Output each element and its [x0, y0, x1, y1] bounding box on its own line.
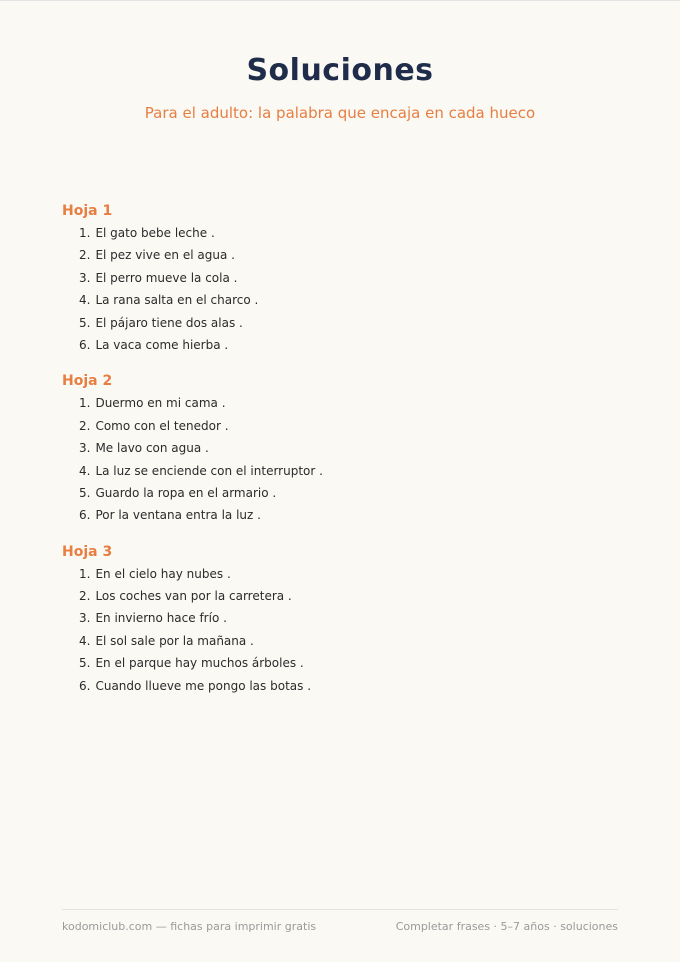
answer-number: 5.: [79, 315, 91, 330]
answer-number: 1.: [79, 396, 91, 411]
answer-text: El pez vive en el agua .: [95, 248, 235, 263]
answer-item: [79, 630, 622, 652]
section-title: Hoja 3: [62, 543, 113, 560]
section-hoja-3: [62, 542, 622, 697]
page-title: Soluciones: [246, 53, 434, 88]
answer-item: [79, 437, 622, 459]
answer-item: [79, 585, 622, 607]
answer-number: 3.: [79, 441, 91, 456]
answer-number: 2.: [79, 248, 91, 263]
answer-number: 4.: [79, 463, 91, 478]
answer-number: 1.: [79, 226, 91, 240]
answer-number: 5.: [79, 656, 91, 671]
section-title: Hoja 2: [62, 373, 113, 390]
answer-text: En invierno hace frío .: [95, 611, 227, 626]
section-hoja-1: [62, 201, 622, 356]
answer-item: [79, 244, 622, 266]
answer-list: [62, 392, 622, 526]
answer-number: 6.: [79, 337, 91, 352]
answer-number: 4.: [79, 293, 91, 308]
section-hoja-2: [62, 371, 622, 526]
answer-item: [79, 652, 622, 674]
answer-text: Guardo la ropa en el armario .: [95, 485, 277, 500]
answer-number: 6.: [79, 678, 91, 693]
answer-item: [79, 267, 622, 289]
solutions-list: [62, 201, 622, 712]
answer-text: Por la ventana entra la luz .: [95, 508, 261, 523]
footer-page-info: Completar frases · 5–7 años · soluciones: [395, 920, 618, 933]
answer-item: [79, 289, 622, 311]
answer-text: Me lavo con agua .: [95, 441, 209, 456]
answer-item: [79, 563, 622, 585]
answer-item: [79, 504, 622, 526]
answer-text: Duermo en mi cama .: [95, 396, 226, 411]
answer-list: [62, 563, 622, 697]
answer-text: Los coches van por la carretera .: [95, 589, 292, 604]
answer-text: El pájaro tiene dos alas .: [95, 315, 243, 330]
footer-divider: [62, 909, 618, 910]
answer-item: [79, 312, 622, 334]
answer-text: La vaca come hierba .: [95, 337, 229, 352]
answer-text: El gato bebe leche .: [95, 226, 215, 240]
answer-number: 2.: [79, 589, 91, 604]
answer-item: [79, 482, 622, 504]
answer-text: La rana salta en el charco .: [95, 293, 259, 308]
answer-item: [79, 392, 622, 414]
answer-text: El sol sale por la mañana .: [95, 633, 254, 648]
answer-text: En el cielo hay nubes .: [95, 566, 231, 581]
footer-site-link: kodomiclub.com — fichas para imprimir gratis: [62, 920, 317, 933]
answer-text: El perro mueve la cola .: [95, 270, 238, 285]
section-title: Hoja 1: [62, 203, 113, 219]
answer-number: 5.: [79, 485, 91, 500]
answer-item: [79, 415, 622, 437]
answer-item: [79, 675, 622, 697]
answer-number: 6.: [79, 508, 91, 523]
answer-text: Cuando llueve me pongo las botas .: [95, 678, 312, 693]
page-subtitle: Para el adulto: la palabra que encaja en cada hueco: [144, 104, 536, 122]
answer-item: [79, 334, 622, 356]
answer-item: [79, 460, 622, 482]
answer-text: La luz se enciende con el interruptor .: [95, 463, 323, 478]
answer-number: 3.: [79, 611, 91, 626]
answer-text: Como con el tenedor .: [95, 418, 229, 433]
answer-number: 3.: [79, 270, 91, 285]
answer-item: [79, 607, 622, 629]
answer-number: 4.: [79, 633, 91, 648]
answer-number: 2.: [79, 418, 91, 433]
answer-text: En el parque hay muchos árboles .: [95, 656, 304, 671]
answer-item: [79, 222, 622, 244]
answer-number: 1.: [79, 566, 91, 581]
answer-list: [62, 222, 622, 356]
